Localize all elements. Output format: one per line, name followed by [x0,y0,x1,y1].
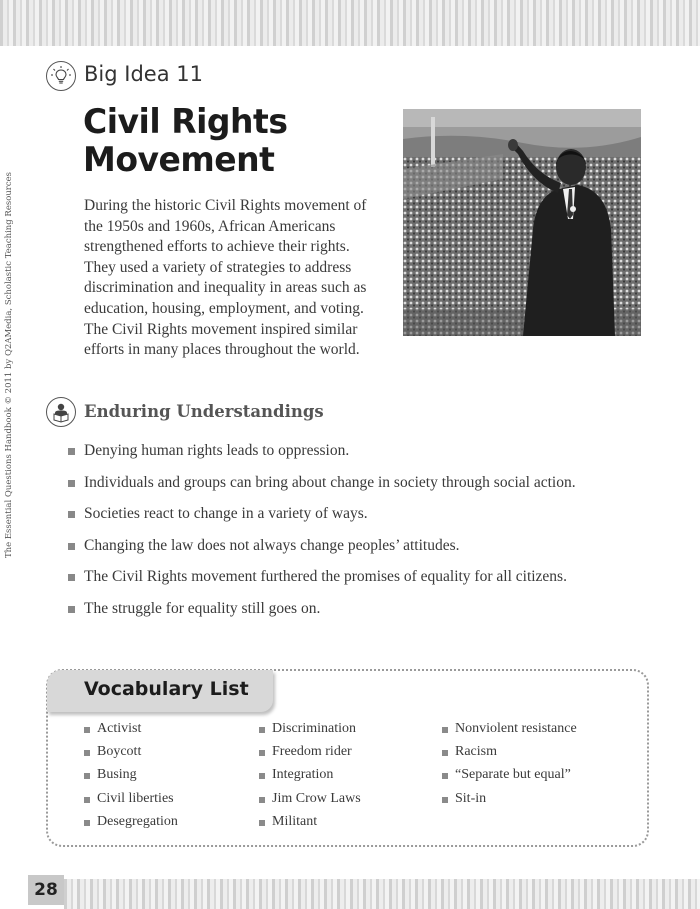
vocab-item: Civil liberties [84,791,178,814]
enduring-understandings-list [68,442,576,632]
vocab-item: Militant [259,814,361,837]
big-idea-label: Big Idea 11 [84,62,203,86]
vocabulary-column-1 [84,721,178,837]
vocab-item: Freedom rider [259,744,361,767]
vocabulary-column-3 [442,721,577,814]
vocab-item: Discrimination [259,721,361,744]
vocab-item: Desegregation [84,814,178,837]
list-item: Denying human rights leads to oppression. [68,442,576,474]
vocab-item: Jim Crow Laws [259,791,361,814]
lightbulb-icon [46,61,76,91]
title-line-1: Civil Rights [83,102,288,142]
intro-paragraph: During the historic Civil Rights movement of the 1950s and 1960s, African Americans strengthened efforts to achieve their rights. They used a variety of strategies to address discrimination and inequality in areas such as education, housing, employment, and voting. The Civil Rights movement inspired similar efforts in many places throughout the world. [84,197,367,359]
speaker-crowd-photo [403,109,641,336]
vocab-item: Nonviolent resistance [442,721,577,744]
list-item: Societies react to change in a variety of ways. [68,505,576,537]
vocab-item: Integration [259,767,361,790]
vocabulary-column-2 [259,721,361,837]
vocabulary-title: Vocabulary List [84,678,249,700]
list-item: The struggle for equality still goes on. [68,600,576,632]
list-item: Changing the law does not always change peoples’ attitudes. [68,537,576,569]
reader-icon [46,397,76,427]
page-number: 28 [28,875,64,905]
title-line-2: Movement [83,140,275,180]
page-title [83,103,374,179]
vocab-item: Sit-in [442,791,577,814]
vocab-item: Boycott [84,744,178,767]
bottom-decorative-band [64,879,700,909]
side-credit-text: The Essential Questions Handbook © 2011 by Q2AMedia, Scholastic Teaching Resources [4,171,14,559]
list-item: The Civil Rights movement furthered the promises of equality for all citizens. [68,568,576,600]
vocab-item: Racism [442,744,577,767]
vocab-item: Busing [84,767,178,790]
list-item: Individuals and groups can bring about change in society through social action. [68,474,576,506]
enduring-understandings-heading: Enduring Understandings [84,402,324,421]
vocab-item: Activist [84,721,178,744]
top-decorative-band [0,0,700,46]
vocab-item: “Separate but equal” [442,767,577,790]
